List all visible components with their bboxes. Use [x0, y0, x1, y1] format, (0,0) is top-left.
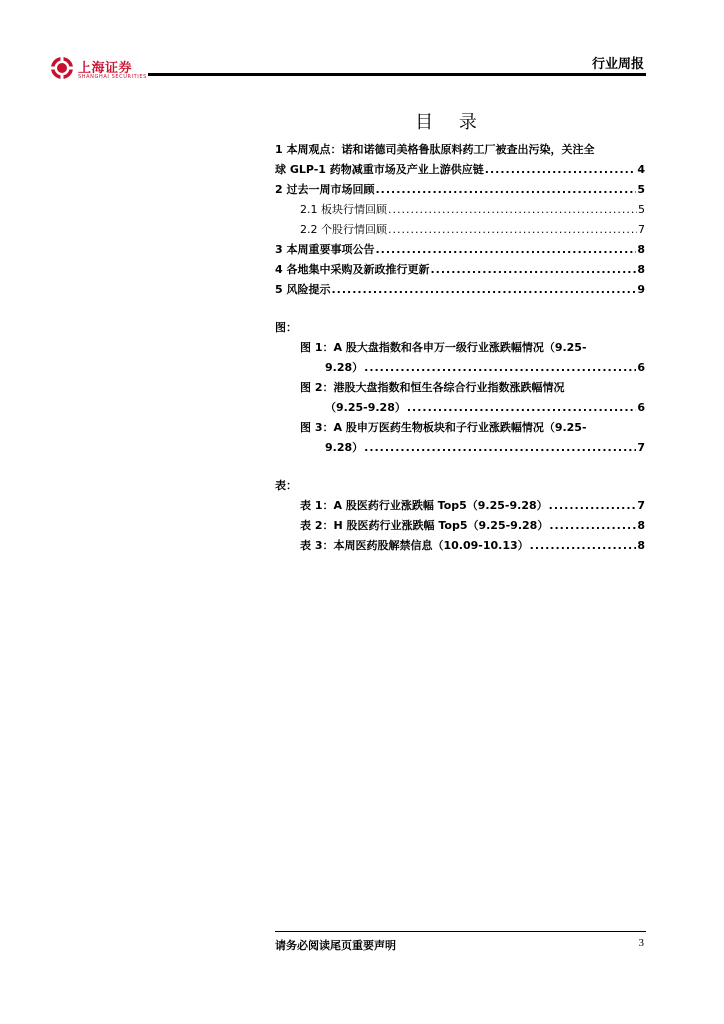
figure-entry-line1: 图 2：港股大盘指数和恒生各综合行业指数涨跌幅情况: [300, 381, 565, 394]
toc-entry-label: 4 各地集中采购及新政推行更新: [275, 263, 430, 276]
figure-entry-line2: 9.28）: [325, 441, 364, 454]
dot-leader: [549, 516, 636, 536]
report-type-title: 行业周报: [591, 57, 644, 72]
footer-divider: [275, 931, 646, 932]
toc-entry-1-line2: 球 GLP-1 药物减重市场及产业上游供应链: [275, 163, 484, 176]
page-number: 7: [637, 499, 645, 512]
toc-entry-1[interactable]: [275, 140, 645, 160]
logo-chinese-name: 上海证券: [78, 61, 133, 76]
page-number: 6: [637, 361, 645, 374]
dot-leader: [430, 260, 636, 280]
dot-leader: [331, 280, 636, 300]
page-number: 9: [637, 283, 645, 296]
toc-entry-label: 2.2 个股行情回顾: [300, 223, 387, 236]
page-number: 8: [637, 539, 645, 552]
figure-entry-line2: （9.25-9.28）: [325, 401, 406, 414]
tables-list-label: 表：: [275, 479, 297, 492]
figure-entry-1-cont[interactable]: [275, 358, 645, 378]
header-divider: [148, 73, 646, 76]
figure-entry-2[interactable]: [275, 378, 645, 398]
toc-entry-2-2[interactable]: [275, 220, 645, 240]
dot-leader: [375, 240, 636, 260]
toc-entry-4[interactable]: [275, 260, 645, 280]
page-number: 5: [638, 203, 645, 216]
figure-entry-line2: 9.28）: [325, 361, 364, 374]
dot-leader: [549, 496, 637, 516]
figure-entry-line1: 图 3：A 股申万医药生物板块和子行业涨跌幅情况（9.25-: [300, 421, 587, 434]
table-entry-label: 表 1：A 股医药行业涨跌幅 Top5（9.25-9.28）: [300, 499, 548, 512]
toc-entry-3[interactable]: [275, 240, 645, 260]
footer-disclaimer: 请务必阅读尾页重要声明: [275, 939, 396, 952]
toc-entry-label: 5 风险提示: [275, 283, 331, 296]
page-number: 7: [638, 223, 645, 236]
figure-entry-1[interactable]: [275, 338, 645, 358]
dot-leader: [388, 220, 637, 240]
logo-emblem-icon: [50, 56, 74, 80]
table-entry-label: 表 3：本周医药股解禁信息（10.09-10.13）: [300, 539, 529, 552]
footer-page-number: 3: [638, 937, 644, 949]
dot-leader: [485, 160, 637, 180]
page-number: 4: [637, 163, 645, 176]
toc-entry-2[interactable]: [275, 180, 645, 200]
table-entry-3[interactable]: [275, 536, 645, 556]
toc-entry-5[interactable]: [275, 280, 645, 300]
dot-leader: [375, 180, 636, 200]
dot-leader: [364, 438, 636, 458]
dot-leader: [364, 358, 636, 378]
figure-entry-3[interactable]: [275, 418, 645, 438]
toc-entry-label: 2 过去一周市场回顾: [275, 183, 375, 196]
dot-leader: [530, 536, 637, 556]
table-entry-1[interactable]: [275, 496, 645, 516]
toc-heading: 目 录: [415, 112, 487, 133]
table-entry-label: 表 2：H 股医药行业涨跌幅 Top5（9.25-9.28）: [300, 519, 549, 532]
dot-leader: [388, 200, 637, 220]
page-number: 5: [637, 183, 645, 196]
page-number: 8: [637, 243, 645, 256]
toc-entry-label: 3 本周重要事项公告: [275, 243, 375, 256]
page-number: 8: [637, 263, 645, 276]
page-number: 7: [637, 441, 645, 454]
figures-list-label: 图：: [275, 321, 297, 334]
toc-entry-1-line1: 1 本周观点：诺和诺德司美格鲁肽原料药工厂被查出污染，关注全: [275, 143, 595, 156]
figure-entry-3-cont[interactable]: [275, 438, 645, 458]
dot-leader: [407, 398, 636, 418]
table-of-contents: [275, 140, 645, 556]
figure-entry-2-cont[interactable]: [275, 398, 645, 418]
page-number: 6: [637, 401, 645, 414]
company-logo: [50, 55, 160, 85]
page-number: 8: [637, 519, 645, 532]
logo-english-name: SHANGHAI SECURITIES: [78, 74, 147, 80]
figure-entry-line1: 图 1：A 股大盘指数和各申万一级行业涨跌幅情况（9.25-: [300, 341, 587, 354]
toc-entry-2-1[interactable]: [275, 200, 645, 220]
table-entry-2[interactable]: [275, 516, 645, 536]
toc-entry-label: 2.1 板块行情回顾: [300, 203, 387, 216]
toc-entry-1-cont[interactable]: [275, 160, 645, 180]
